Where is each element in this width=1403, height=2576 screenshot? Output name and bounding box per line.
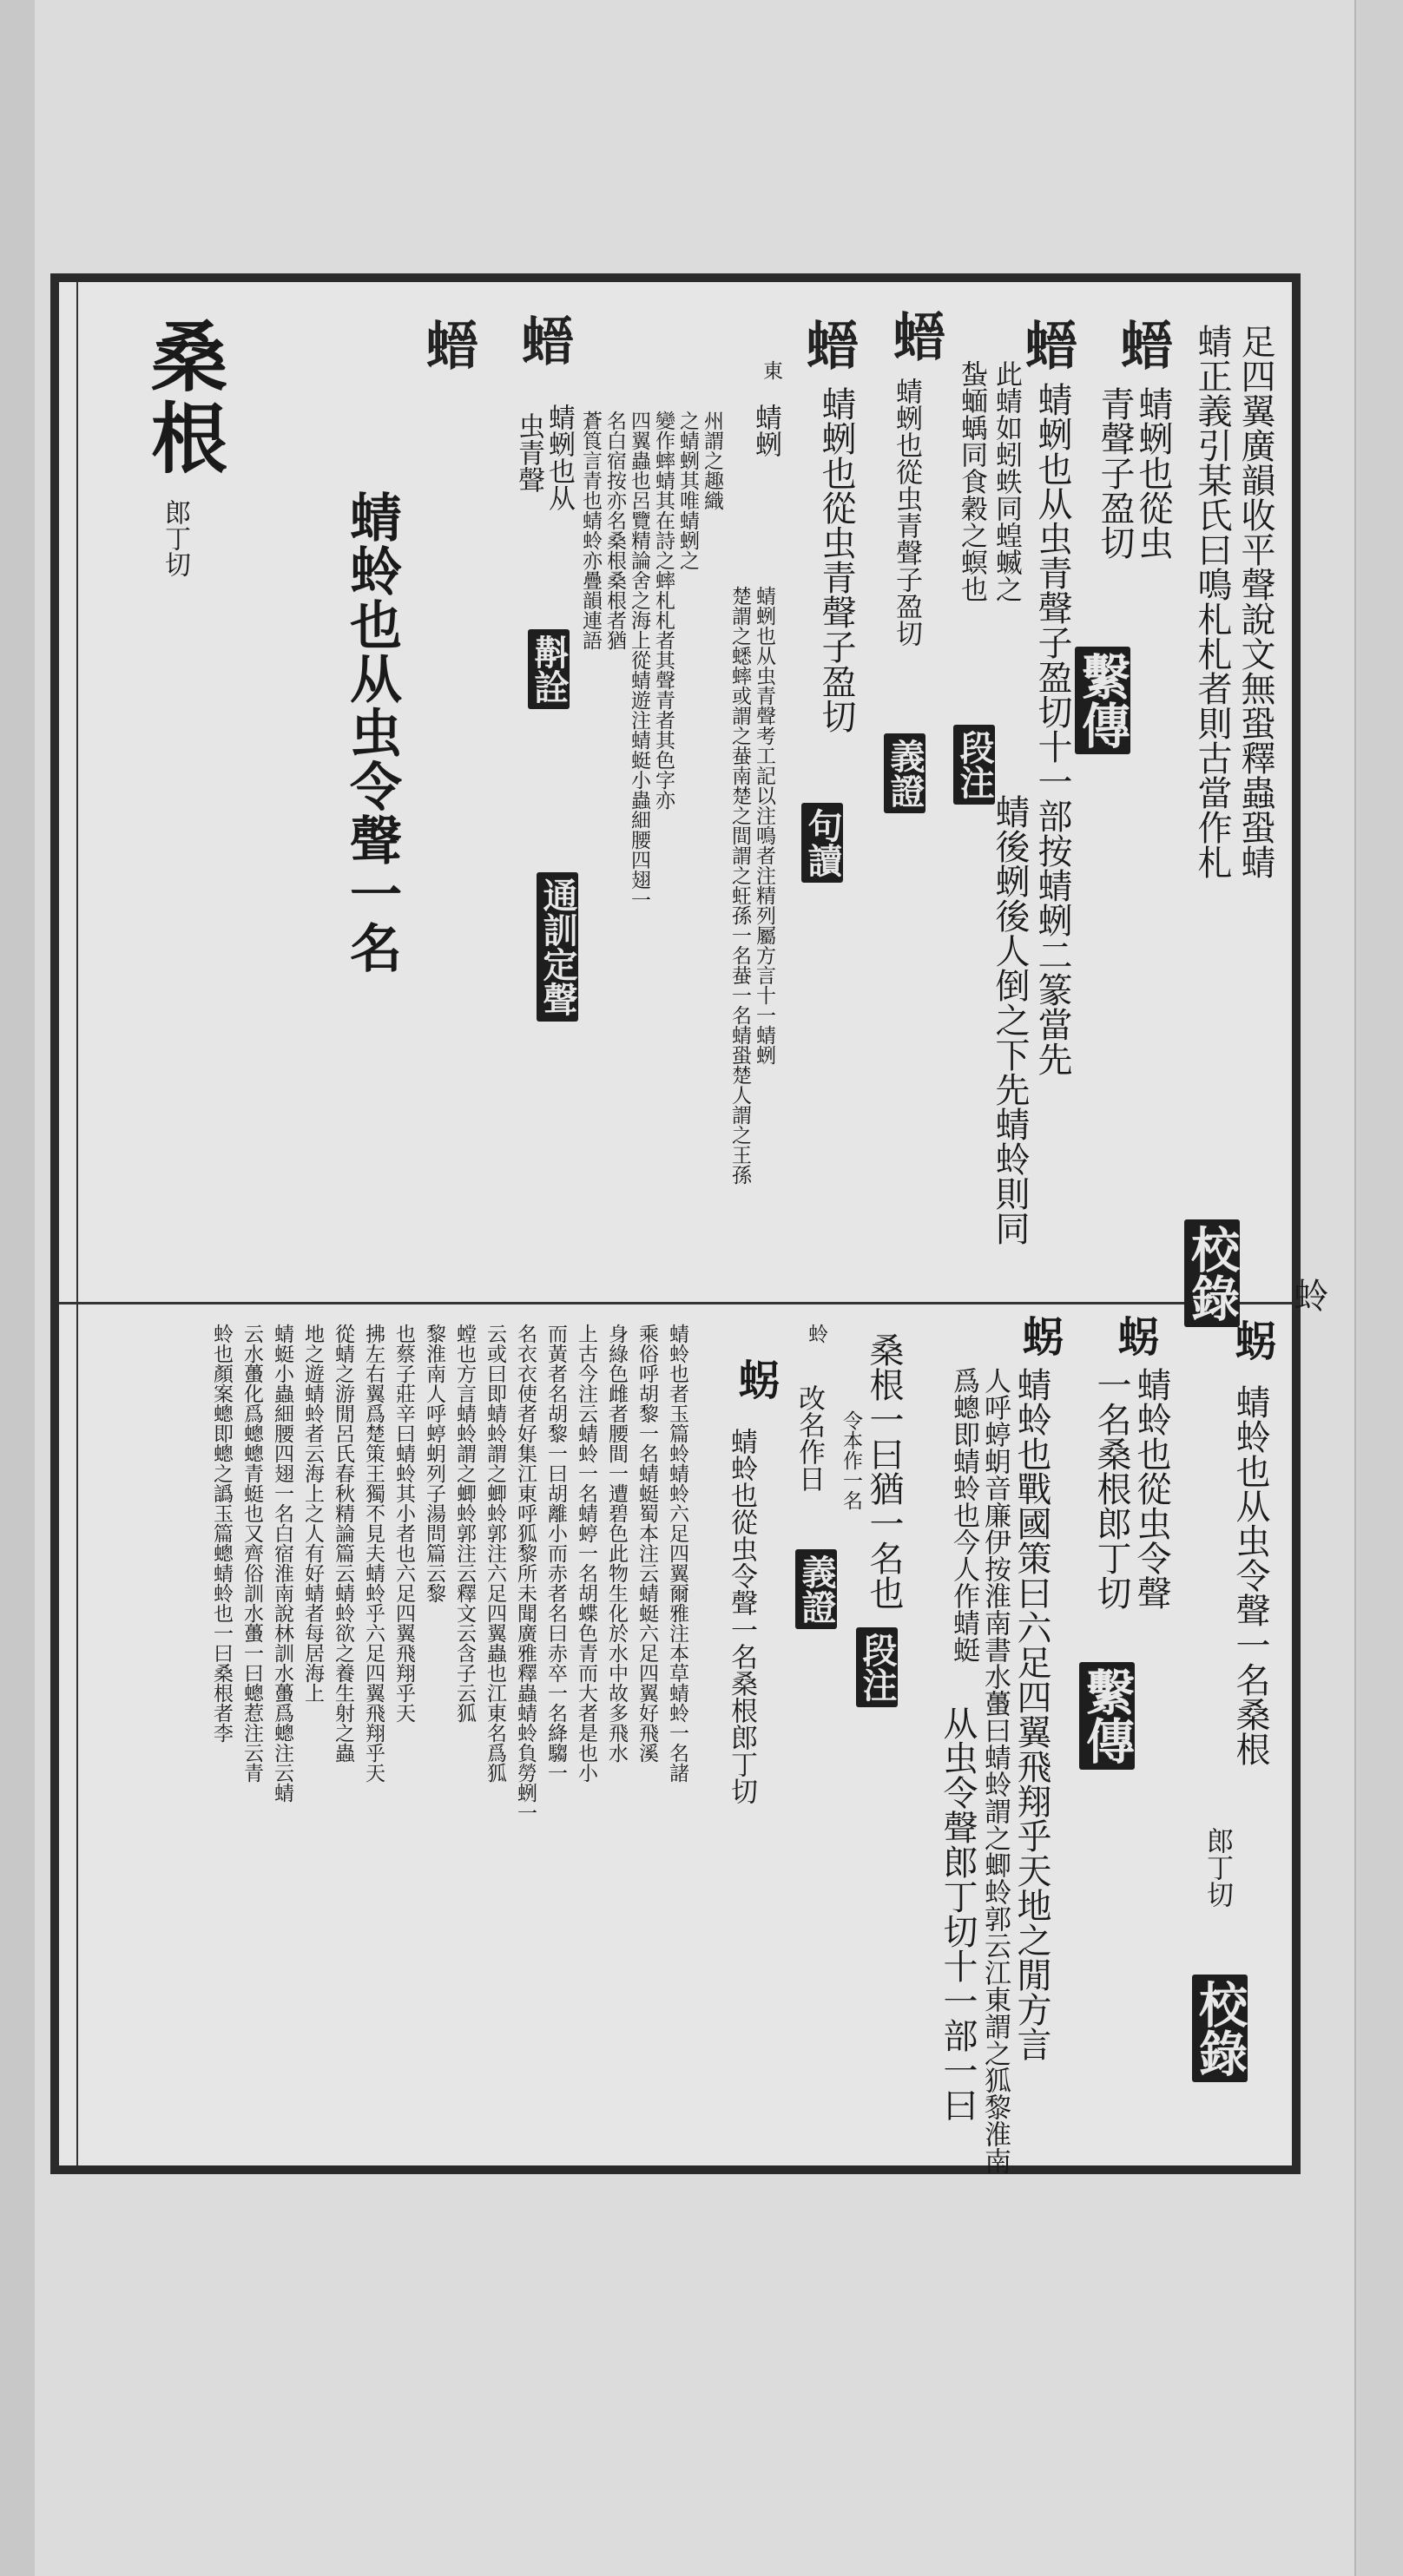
page-gutter-left [0, 0, 35, 2576]
label-ling: 蛉 [805, 1324, 827, 1344]
text-column: 蚻蝒蝺同食穀之螟也 [956, 360, 987, 602]
text-column: 蜻蛉也从虫令聲一名桑根 [1230, 1384, 1270, 1766]
badge-jiaolu: 校錄 [1192, 1975, 1248, 2082]
text-column: 蜻後蛚後人倒之下先蜻蛉則同 [990, 794, 1030, 1245]
badge-duanzhu: 段注 [856, 1627, 898, 1707]
seal-character: 𧎽 [515, 312, 576, 365]
text-column: 乘俗呼胡黎一名蜻蜓蜀本注云蜻蜓六足四翼好飛溪 [636, 1324, 658, 1763]
text-column: 身綠色雌者腰間一遭碧色此物生化於水中故多飛水 [605, 1324, 628, 1763]
badge-jiaoquan: 斠詮 [528, 629, 570, 709]
badge-xizhuan: 繫傳 [1075, 647, 1130, 754]
text-column: 蜻蛚也从虫青聲子盈切十一部按蜻蛚二篆當先 [1032, 382, 1072, 1076]
text-column: 此蜻如蚓蛈同蝗蝛之 [991, 360, 1022, 602]
text-column: 蜻蛉也戰國策曰六足四翼飛翔乎天地之閒方言 [1011, 1367, 1051, 2061]
text-column: 變作蟀蜻其在詩之蟀札札者其聲青者其色字亦 [652, 411, 675, 810]
text-column: 黎淮南人呼蝏蚏列子湯問篇云黎 [423, 1324, 445, 1603]
badge-yizheng: 義證 [795, 1549, 837, 1629]
text-column: 名衣衣使者好集江東呼狐黎所未聞廣雅釋蟲蜻蛉負勞蛚一 [514, 1324, 537, 1823]
text-column: 云水蠆化爲蟌蟌青蜓也又齊俗訓水蠆一曰蟌惹注云青 [240, 1324, 263, 1783]
text-column: 楚謂之蟋蟀或謂之蛬南楚之間謂之蚟孫一名蛬一名蜻蛩楚人謂之王孫 [728, 586, 751, 1185]
text-column: 云或曰即蜻蛉謂之蝍蛉郭注六足四翼蟲也江東名爲狐 [484, 1324, 506, 1783]
text-column: 蜻蛚也从虫青聲考工記以注鳴者注精列屬方言十一蜻蛚 [753, 586, 775, 1065]
text-column: 蛉也顏案蟌即蟌之譌玉篇蟌蜻蛉也一曰桑根者李 [210, 1324, 233, 1743]
text-column: 州謂之趣織 [701, 411, 723, 510]
entry-title: 桑根 [139, 317, 229, 480]
seal-character: 𧎽 [800, 317, 860, 369]
text-column: 而黃者名胡黎一曰胡離小而赤者名曰赤卒一名絳騶一 [544, 1324, 567, 1783]
text-column: 虫青聲 [513, 412, 544, 493]
seal-character: 𧊅 [1110, 1315, 1159, 1357]
text-column: 蜻蛉也者玉篇蛉蜻蛉六足四翼爾雅注本草蜻蛉一名諸 [666, 1324, 688, 1783]
text-column: 名白宿按亦名桑根桑根者猶 [603, 411, 626, 650]
seal-character: 𧊅 [1015, 1315, 1064, 1357]
text-column: 上古今注云蜻蛉一名蜻蝏一名胡蝶色青而大者是也小 [575, 1324, 597, 1783]
section-divider [59, 1302, 1292, 1304]
seal-character: 𧊅 [731, 1358, 780, 1400]
text-column: 改名作日 [794, 1384, 825, 1492]
seal-character: 𧎽 [1018, 317, 1079, 369]
badge-duanzhu: 段注 [953, 725, 995, 805]
seal-character: 𧎽 [419, 317, 480, 369]
text-column: 蒼筤言青也蜻蛉亦疊韻連語 [579, 411, 602, 650]
text-column: 爲蟌即蜻蛉也今人作蜻蜓 [948, 1367, 979, 1663]
margin-label: 蛉 [1294, 1277, 1328, 1317]
page-frame [50, 273, 1301, 2174]
text-column: 蜻蛉也從虫令聲 [1131, 1367, 1171, 1610]
badge-yizheng: 義證 [884, 733, 925, 813]
text-column: 人呼蝏蚏音廉伊按淮南書水蠆曰蜻蛉謂之蝍蛉郭云江東謂之狐黎淮南 [979, 1367, 1011, 2174]
text-column: 青聲子盈切 [1095, 386, 1135, 560]
badge-tongxun-dingsheng: 通訓定聲 [537, 872, 578, 1022]
text-column: 蜻蛚也從虫青聲子盈切 [816, 386, 856, 733]
text-column: 蜻蛚也從虫 [1133, 386, 1173, 560]
text-column: 蜻蛉也從虫令聲一名桑根郎丁切 [726, 1428, 757, 1804]
text-column: 也蔡子莊辛曰蜻蛉其小者也六足四翼飛翔乎天 [392, 1324, 415, 1723]
text-column: 蜻蛚也从 [543, 404, 575, 511]
badge-xizhuan: 繫傳 [1079, 1662, 1135, 1770]
text-column: 四翼蟲也呂覽精論舍之海上從蜻遊注蜻蜓小蟲細腰四翅一 [628, 411, 650, 910]
seal-character: 𧎽 [1114, 317, 1175, 369]
text-column: 蜻蜓小蟲細腰四翅一名白宿淮南說林訓水蠆爲蟌注云蜻 [271, 1324, 293, 1803]
text-column: 之蜻蛚其唯蜻蛚之 [676, 411, 699, 570]
seal-character: 𧎽 [886, 308, 947, 360]
text-column-note: 郎丁切 [1202, 1827, 1233, 1908]
text-column: 拂左右翼爲楚策王獨不見夫蜻蛉乎六足四翼飛翔乎天 [362, 1324, 385, 1783]
seal-character: 𧊅 [1228, 1319, 1276, 1361]
text-column: 螳也方言蜻蛉謂之蝍蛉郭注云釋文云含子云狐 [453, 1324, 476, 1723]
entry-heading: 蜻蛉也从虫令聲一名 [341, 490, 402, 975]
text-column: 蜻蛚 [750, 404, 781, 457]
text-column: 從蜻之游閒呂氏春秋精論篇云蜻蛉欲之養生射之蟲 [332, 1324, 354, 1763]
text-column-note: 令本作一名 [840, 1410, 862, 1510]
text-column: 蜻蛚也從虫青聲子盈切 [891, 378, 922, 647]
text-column: 蜻正義引某氏曰鳴札札者則古當作札 [1192, 324, 1232, 879]
label-dong: 東 [760, 360, 782, 380]
text-column: 桑根一曰猶一名也 [864, 1332, 904, 1610]
text-column: 一名桑根郎丁切 [1091, 1367, 1131, 1610]
page-edge-right [1354, 0, 1403, 2576]
frame-inner-line [76, 282, 78, 2165]
text-column: 从虫令聲郎丁切十一部一曰 [938, 1705, 978, 2122]
text-column: 足四翼廣韻收平聲說文無蛩釋蟲蛩蜻 [1235, 324, 1275, 879]
text-column: 地之遊蜻蛉者云海上之人有好蜻者每居海上 [301, 1324, 324, 1703]
badge-judou: 句讀 [801, 803, 843, 883]
entry-title-note: 郎丁切 [160, 499, 190, 577]
badge-jiaolu: 校錄 [1184, 1219, 1240, 1327]
